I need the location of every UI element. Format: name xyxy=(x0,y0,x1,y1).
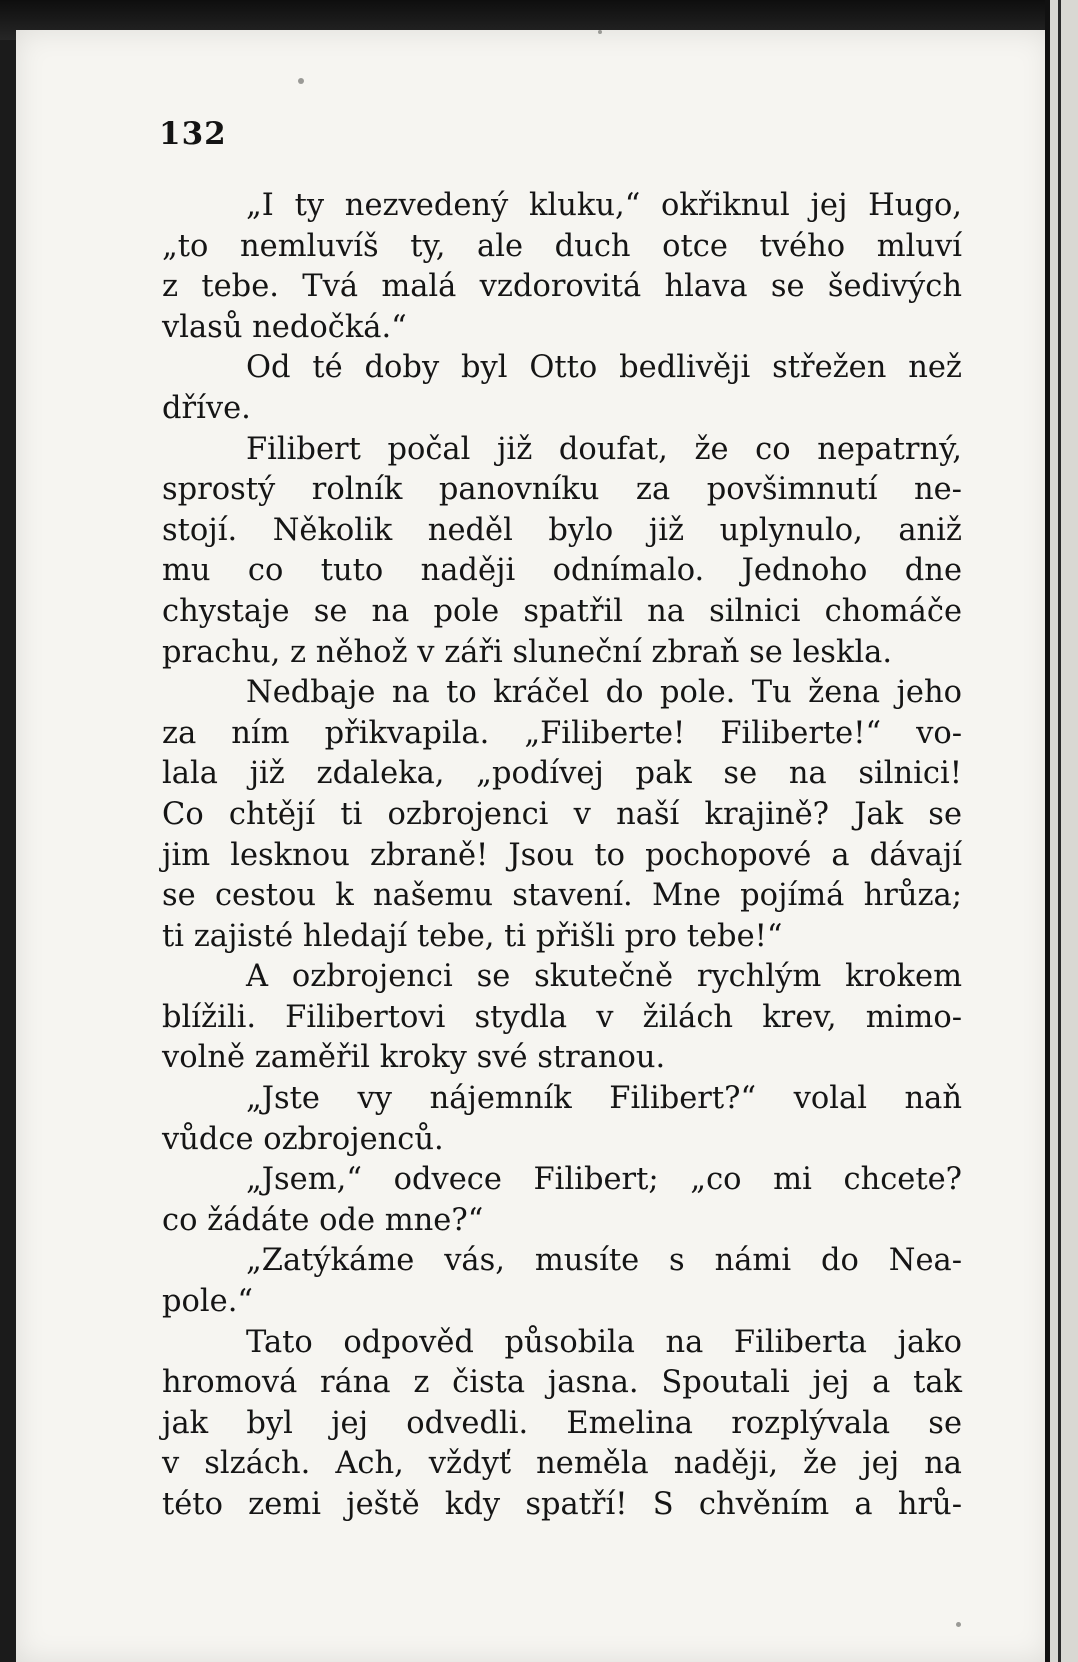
text-line: jak byl jej odvedli. Emelina rozplývala se xyxy=(162,1405,962,1441)
text-line: v slzách. Ach, vždyť neměla naději, že jej na xyxy=(162,1446,962,1482)
text-line: chystaje se na pole spatřil na silnici chomáče xyxy=(162,593,962,629)
scan-right-border xyxy=(1045,0,1078,1662)
text-line: vlasů nedočká.“ xyxy=(162,309,407,345)
text-line: lala již zdaleka, „podívej pak se na silnici! xyxy=(162,756,962,792)
text-line: volně zaměřil kroky své stranou. xyxy=(162,1040,666,1076)
text-line: této zemi ještě kdy spatří! S chvěním a hrů- xyxy=(162,1487,962,1522)
text-line: mu co tuto naději odnímalo. Jednoho dne xyxy=(162,553,962,589)
page-gutter-line xyxy=(1058,0,1061,1662)
scan-speck xyxy=(956,1622,961,1627)
text-line: se cestou k našemu stavení. Mne pojímá hrůza; xyxy=(162,878,962,914)
text-line: ti zajisté hledají tebe, ti přišli pro tebe!“ xyxy=(162,918,783,954)
text-line: hromová rána z čista jasna. Spoutali jej a tak xyxy=(162,1365,962,1401)
text-line: Co chtějí ti ozbrojenci v naší krajině? Jak se xyxy=(162,796,962,832)
text-line: z tebe. Tvá malá vzdorovitá hlava se šedivých xyxy=(162,269,962,305)
text-line: Filibert počal již doufat, že co nepatrný, xyxy=(246,431,962,467)
text-line: pole.“ xyxy=(162,1284,253,1320)
text-line: A ozbrojenci se skutečně rychlým krokem xyxy=(246,959,962,995)
text-line: prachu, z něhož v záři sluneční zbraň se leskla. xyxy=(162,634,893,670)
text-line: „to nemluvíš ty, ale duch otce tvého mluví xyxy=(162,228,962,264)
text-line: stojí. Několik neděl bylo již uplynulo, aniž xyxy=(162,512,962,548)
text-line: „I ty nezvedený kluku,“ okřiknul jej Hugo, xyxy=(246,188,962,223)
text-line: jim lesknou zbraně! Jsou to pochopové a dávají xyxy=(162,837,962,873)
text-line: dříve. xyxy=(162,390,251,426)
text-line: co žádáte ode mne?“ xyxy=(162,1202,484,1238)
text-line: Nedbaje na to kráčel do pole. Tu žena jeho xyxy=(246,675,962,711)
text-line: za ním přikvapila. „Filiberte! Filiberte!“ vo- xyxy=(162,715,962,751)
text-line: Od té doby byl Otto bedlivěji střežen než xyxy=(246,350,962,386)
text-line: sprostý rolník panovníku za povšimnutí ne- xyxy=(162,472,962,508)
text-line: „Zatýkáme vás, musíte s námi do Nea- xyxy=(246,1243,962,1279)
body-text xyxy=(162,186,962,1526)
text-line: „Jste vy nájemník Filibert?“ volal naň xyxy=(246,1081,962,1117)
page-number: 132 xyxy=(159,116,227,152)
text-line: vůdce ozbrojenců. xyxy=(162,1121,444,1157)
scan-speck xyxy=(298,78,304,84)
text-line: „Jsem,“ odvece Filibert; „co mi chcete? xyxy=(246,1162,962,1198)
text-line: blížili. Filibertovi stydla v žilách krev, mimo- xyxy=(162,999,962,1035)
scan-speck xyxy=(598,30,602,34)
text-line: Tato odpověd působila na Filiberta jako xyxy=(246,1324,962,1360)
